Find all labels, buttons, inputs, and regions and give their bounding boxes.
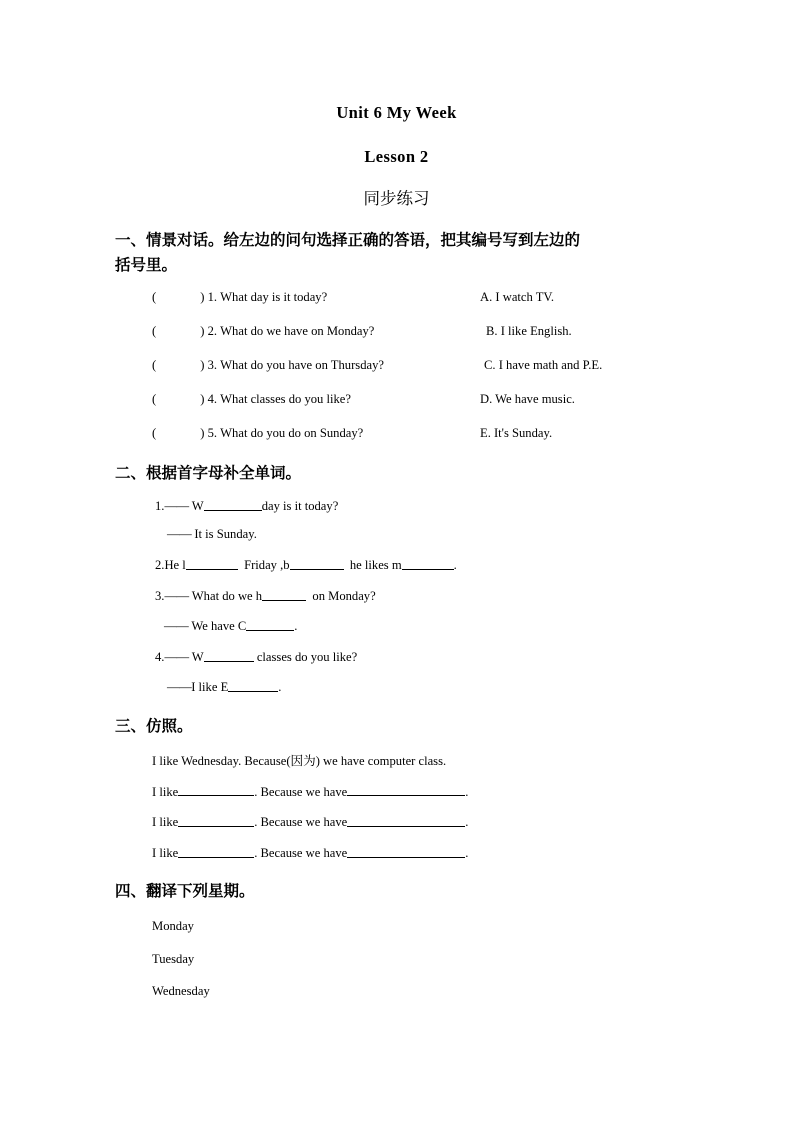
em-dash: ——: [164, 498, 189, 513]
because-blank[interactable]: [347, 845, 465, 858]
match-option: E. It's Sunday.: [480, 425, 553, 440]
fill-blank-answer-1: [0, 528, 793, 541]
fill-blank-question-1: [0, 498, 793, 513]
match-row: [0, 324, 793, 339]
match-option: B. I like English.: [486, 323, 572, 338]
question-period: .: [453, 557, 457, 572]
translate-day-item: Wednesday: [152, 984, 210, 999]
title-block: [0, 0, 793, 208]
item-number: 4.: [155, 649, 165, 664]
item-number: 3.: [155, 588, 165, 603]
match-row: [0, 290, 793, 305]
match-question: [152, 290, 468, 305]
pattern-practice-line: [0, 784, 793, 799]
question-part: he likes m: [349, 557, 402, 572]
match-option: A. I watch TV.: [480, 289, 555, 304]
practice-middle: . Because we have: [254, 845, 348, 860]
answer-paren-close: ): [200, 425, 205, 440]
question-part: Friday ,b: [244, 557, 290, 572]
answer-paren-open: (: [152, 357, 157, 372]
item-number: 1.: [155, 498, 165, 513]
answer-paren-close: ): [200, 323, 205, 338]
practice-suffix: .: [465, 815, 469, 830]
answer-paren-close: ): [200, 357, 205, 372]
fill-blank-answer-3: [0, 618, 793, 633]
document-subtitle-chinese: 同步练习: [363, 189, 430, 208]
question-text: What do you have on Thursday?: [220, 357, 384, 372]
em-dash: ——: [164, 588, 189, 603]
word-initial: W: [191, 649, 204, 664]
fill-blank-question-3: [0, 588, 793, 603]
section-3-heading: 三、仿照。: [115, 716, 193, 735]
answer-blank[interactable]: [204, 498, 262, 511]
match-question: [152, 358, 468, 373]
like-blank[interactable]: [178, 845, 254, 858]
answer-blank[interactable]: [246, 618, 294, 631]
fill-blank-answer-4: [0, 679, 793, 694]
match-question: [152, 426, 468, 441]
pattern-practice-line: [0, 814, 793, 829]
practice-prefix: I like: [152, 784, 179, 799]
question-text: What classes do you like?: [220, 391, 351, 406]
question-text: What do you do on Sunday?: [220, 425, 364, 440]
translate-day-item: Tuesday: [152, 951, 195, 966]
answer-period: .: [294, 619, 298, 634]
practice-middle: . Because we have: [254, 815, 348, 830]
document-title: Unit 6 My Week: [336, 103, 457, 122]
match-row: [0, 358, 793, 373]
translate-day-item: Monday: [152, 919, 194, 934]
match-question: [152, 392, 468, 407]
match-option: C. I have math and P.E.: [484, 357, 603, 372]
practice-suffix: .: [465, 784, 469, 799]
practice-prefix: I like: [152, 845, 179, 860]
section-4-heading: 四、翻译下列星期。: [115, 882, 255, 901]
item-number: 2.He l: [155, 557, 186, 572]
word-initial: W: [191, 498, 204, 513]
pattern-practice-line: [0, 845, 793, 860]
fill-blank-question-4: [0, 649, 793, 664]
em-dash: ——: [164, 619, 189, 634]
pattern-example-sentence: I like Wednesday. Because(因为) we have computer class.: [152, 753, 447, 768]
practice-suffix: .: [465, 845, 469, 860]
like-blank[interactable]: [178, 814, 254, 827]
answer-paren-open: (: [152, 289, 157, 304]
because-blank[interactable]: [347, 814, 465, 827]
question-tail: day is it today?: [261, 498, 339, 513]
question-number: 2.: [207, 323, 218, 338]
question-text: What do we have on Monday?: [220, 323, 375, 338]
question-text: What day is it today?: [220, 289, 328, 304]
em-dash: ——: [167, 680, 192, 695]
answer-paren-open: (: [152, 425, 157, 440]
question-number: 4.: [207, 391, 218, 406]
question-number: 3.: [207, 357, 218, 372]
match-question: [152, 324, 468, 339]
answer-blank[interactable]: [186, 557, 238, 570]
answer-blank[interactable]: [204, 649, 254, 662]
question-part: What do we h: [191, 588, 263, 603]
em-dash: ——: [164, 649, 189, 664]
document-subtitle: Lesson 2: [364, 146, 429, 166]
like-blank[interactable]: [178, 784, 254, 797]
match-option: D. We have music.: [480, 391, 575, 406]
because-blank[interactable]: [347, 784, 465, 797]
answer-paren-close: ): [200, 391, 205, 406]
fill-blank-question-2: [0, 557, 793, 572]
section-1-heading-line-2: 括号里。: [115, 255, 178, 274]
match-row: [0, 392, 793, 407]
answer-period: .: [278, 680, 282, 695]
practice-prefix: I like: [152, 815, 179, 830]
answer-paren-open: (: [152, 391, 157, 406]
answer-blank[interactable]: [402, 557, 454, 570]
answer-blank[interactable]: [262, 588, 306, 601]
question-part: on Monday?: [312, 588, 376, 603]
practice-middle: . Because we have: [254, 784, 348, 799]
match-row: [0, 426, 793, 441]
question-tail: classes do you like?: [256, 649, 358, 664]
answer-paren-open: (: [152, 323, 157, 338]
em-dash: ——: [167, 527, 192, 542]
answer-blank[interactable]: [228, 679, 278, 692]
answer-part: We have C: [191, 619, 247, 634]
answer-text: It is Sunday.: [194, 527, 257, 542]
question-number: 5.: [207, 425, 218, 440]
question-number: 1.: [207, 289, 218, 304]
answer-blank[interactable]: [290, 557, 344, 570]
section-1-heading-line-1: 一、情景对话。给左边的问句选择正确的答语，把其编号写到左边的: [115, 230, 581, 249]
section-2-heading: 二、根据首字母补全单词。: [115, 463, 302, 482]
answer-paren-close: ): [200, 289, 205, 304]
answer-part: I like E: [191, 680, 229, 695]
